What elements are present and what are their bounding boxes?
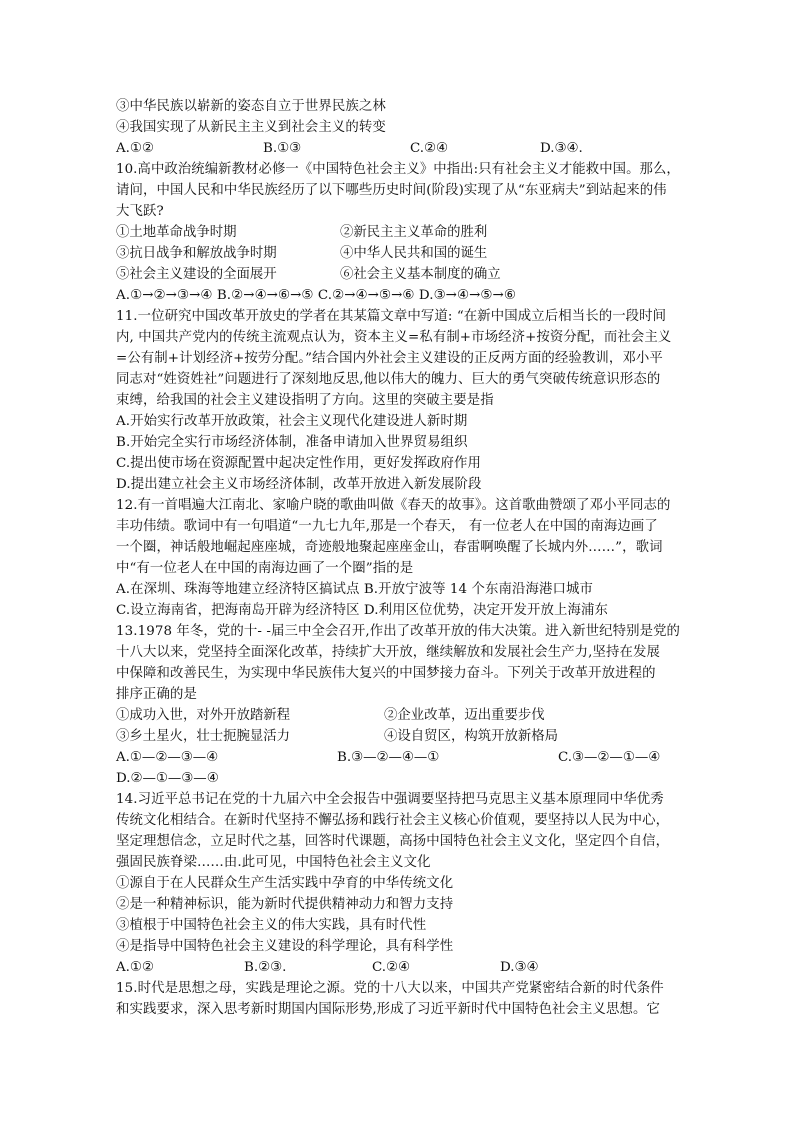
q14-stem-line: 坚定理想信念，立足时代之基，回答时代课题，高扬中国特色社会主义文化，坚定四个自信， <box>116 834 670 849</box>
q11-stem-line: 同志对“姓资姓社”问题进行了深刻地反思,他以伟大的魄力、巨大的勇气突破传统意识形态的 <box>116 372 661 387</box>
q12-stem-line: 一个圈，神话般地崛起座座城，奇迹般地聚起座座金山，春雷啊唤醒了长城内外……”，歌词 <box>116 540 663 555</box>
q10-stem-line: 10.高中政治统编新教材必修一《中国特色社会主义》中指出:只有社会主义才能救中国。那么， <box>116 162 680 177</box>
q10-item: ④中华人民共和国的诞生 <box>340 246 488 261</box>
q10-item: ①土地革命战争时期 <box>116 225 237 240</box>
q15-stem-line: 和实践要求，深入思考新时期国内国际形势,形成了习近平新时代中国特色社会主义思想。它 <box>116 1002 660 1017</box>
q10-item: ⑥社会主义基本制度的确立 <box>340 267 501 282</box>
q11-option-c: C.提出使市场在资源配置中起决定性作用，更好发挥政府作用 <box>116 456 481 471</box>
q9-item-3: ③中华民族以崭新的姿态自立于世界民族之林 <box>116 99 386 114</box>
q9-item-4: ④我国实现了从新民主主义到社会主义的转变 <box>116 120 386 135</box>
q14-stem-line: 传统文化相结合。在新时代坚持不懈弘扬和践行社会主义核心价值观，要坚持以人民为中心， <box>116 813 670 828</box>
q13-stem-line: 十八大以来，党坚持全面深化改革，持续扩大开放，继续解放和发展社会生产力,坚持在发展 <box>116 645 660 660</box>
q13-item: ④设自贸区，构筑开放新格局 <box>384 729 559 744</box>
q14-stem-line: 强固民族脊梁……由.此可见，中国特色社会主义文化 <box>116 855 431 870</box>
q13-option-d: D.②—①—③—④ <box>116 771 219 786</box>
q11-option-b: B.开始完全实行市场经济体制，准备申请加入世界贸易组织 <box>116 435 468 450</box>
q9-option-b: B.①③ <box>263 141 302 156</box>
q13-option-c: C.③—②—①—④ <box>558 750 661 765</box>
q12-options-row: A.在深圳、珠海等地建立经济特区搞试点 B.开放宁波等 14 个东南沿海港口城市 <box>116 582 593 597</box>
q14-option-a: A.①② <box>116 960 154 975</box>
q14-option-c: C.②④ <box>372 960 411 975</box>
q13-stem-line: 排序正确的是 <box>116 687 197 702</box>
q13-option-b: B.③—②—④—① <box>337 750 440 765</box>
q9-option-c: C.②④ <box>410 141 449 156</box>
q11-stem-line: 内, 中国共产党内的传统主流观点认为，资本主义=私有制+市场经济+按资分配，而社会主义 <box>116 330 672 345</box>
q9-option-a: A.①② <box>116 141 154 156</box>
q13-item: ②企业改革，迈出重要步伐 <box>384 708 545 723</box>
q13-stem-line: 13.1978 年冬，党的十- -届三中全会召开,作出了改革开放的伟大决策。进入新世纪特别是党的 <box>116 624 681 639</box>
q13-stem-line: 中保障和改善民生，为实现中华民族伟大复兴的中国梦接力奋斗。下列关于改革开放进程的 <box>116 666 656 681</box>
q12-stem-line: 中“有一位老人在中国的南海边画了一个圈”指的是 <box>116 561 414 576</box>
q12-options-row: C.设立海南省，把海南岛开辟为经济特区 D.利用区位优势，决定开发开放上海浦东 <box>116 603 608 618</box>
q10-stem-line: 请问，中国人民和中华民族经历了以下哪些历史时间(阶段)实现了从“东亚病夫”到站起来的伟 <box>116 183 667 198</box>
q10-item: ③抗日战争和解放战争时期 <box>116 246 277 261</box>
q15-stem-line: 15.时代是思想之母，实践是理论之源。党的十八大以来，中国共产党紧密结合新的时代条件 <box>116 981 664 996</box>
q14-item: ④是指导中国特色社会主义建设的科学理论，具有科学性 <box>116 939 454 954</box>
q14-option-b: B.②③. <box>244 960 287 975</box>
q12-stem-line: 12.有一首唱遍大江南北、家喻户晓的歌曲叫做《春天的故事》。这首歌曲赞颂了邓小平同志的 <box>116 498 671 513</box>
q14-option-d: D.③④ <box>500 960 539 975</box>
q14-item: ①源自于在人民群众生产生活实践中孕育的中华传统文化 <box>116 876 454 891</box>
q11-option-a: A.开始实行改革开放政策，社会主义现代化建设进人新时期 <box>116 414 468 429</box>
q12-stem-line: 丰功伟绩。歌词中有一句唱道“一九七九年,那是一个春天， 有一位老人在中国的南海边画了 <box>116 519 658 534</box>
q10-stem-line: 大飞跃? <box>116 204 164 219</box>
q11-stem-line: 11.一位研究中国改革开放史的学者在其某篇文章中写道: “在新中国成立后相当长的一段时间 <box>116 309 667 324</box>
q13-item: ①成功入世，对外开放踏新程 <box>116 708 291 723</box>
q11-option-d: D.提出建立社会主义市场经济体制，改革开放进入新发展阶段 <box>116 477 482 492</box>
q9-option-d: D.③④. <box>540 141 583 156</box>
q10-item: ②新民主主义革命的胜利 <box>340 225 488 240</box>
q14-stem-line: 14.习近平总书记在党的十九届六中全会报告中强调要坚持把马克思主义基本原理同中华优秀 <box>116 792 664 807</box>
q14-item: ②是一种精神标识，能为新时代提供精神动力和智力支持 <box>116 897 454 912</box>
q13-option-a: A.①—②—③—④ <box>116 750 219 765</box>
q14-item: ③植根于中国特色社会主义的伟大实践，具有时代性 <box>116 918 427 933</box>
q10-item: ⑤社会主义建设的全面展开 <box>116 267 277 282</box>
q11-stem-line: 束缚，给我国的社会主义建设指明了方向。这里的突破主要是指 <box>116 393 494 408</box>
q13-item: ③乡土星火，壮士扼腕显活力 <box>116 729 291 744</box>
q10-options: A.①→②→③→④ B.②→④→⑥→⑤ C.②→④→⑤→⑥ D.③→④→⑤→⑥ <box>116 288 516 303</box>
q11-stem-line: =公有制+计划经济+按劳分配。”结合国内外社会主义建设的正反两方面的经验教训，邓小平 <box>116 351 663 366</box>
